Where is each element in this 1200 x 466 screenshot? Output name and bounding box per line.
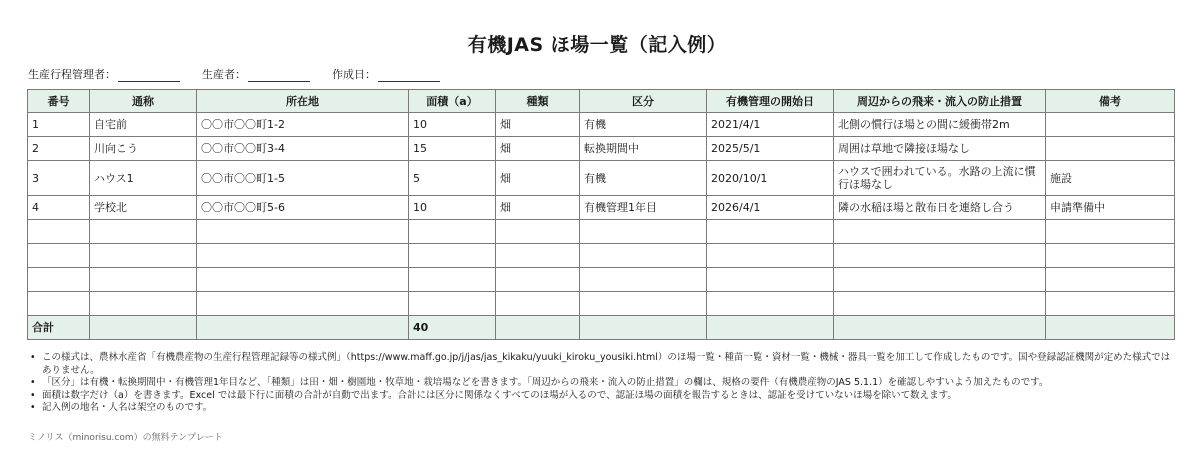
table-cell <box>707 316 834 340</box>
table-cell[interactable] <box>1046 268 1175 292</box>
table-cell[interactable]: ハウス1 <box>90 161 197 196</box>
table-cell[interactable]: 10 <box>409 196 496 220</box>
table-cell <box>496 316 580 340</box>
table-cell[interactable] <box>197 244 409 268</box>
table-cell[interactable]: 有機 <box>580 113 707 137</box>
table-row <box>28 137 1175 161</box>
table-cell[interactable] <box>580 268 707 292</box>
table-cell[interactable] <box>197 292 409 316</box>
table-cell[interactable]: 2021/4/1 <box>707 113 834 137</box>
field-producer-manager <box>28 66 180 82</box>
table-cell[interactable]: 申請準備中 <box>1046 196 1175 220</box>
header-cell-start-date: 有機管理の開始日 <box>707 90 834 113</box>
table-row-empty <box>28 244 1175 268</box>
header-cell-prevention: 周辺からの飛来・流入の防止措置 <box>834 90 1046 113</box>
header-fields <box>28 66 440 82</box>
table-cell[interactable] <box>28 268 90 292</box>
table-cell[interactable] <box>28 220 90 244</box>
table-cell[interactable] <box>580 220 707 244</box>
table-cell[interactable] <box>496 268 580 292</box>
field-blank[interactable] <box>378 69 440 82</box>
table-cell <box>197 316 409 340</box>
table-cell[interactable]: 転換期間中 <box>580 137 707 161</box>
table-cell[interactable]: 〇〇市〇〇町1-2 <box>197 113 409 137</box>
field-blank[interactable] <box>118 69 180 82</box>
table-row <box>28 161 1175 196</box>
table-cell[interactable] <box>707 220 834 244</box>
table-total-row <box>28 316 1175 340</box>
table-row-empty <box>28 268 1175 292</box>
table-cell[interactable]: 1 <box>28 113 90 137</box>
table-cell[interactable] <box>197 268 409 292</box>
table-cell[interactable]: 〇〇市〇〇町1-5 <box>197 161 409 196</box>
table-cell[interactable] <box>1046 292 1175 316</box>
table-cell[interactable]: 2 <box>28 137 90 161</box>
table-cell[interactable] <box>834 244 1046 268</box>
table-cell[interactable]: 10 <box>409 113 496 137</box>
table-cell[interactable]: 4 <box>28 196 90 220</box>
notes-list <box>28 352 1178 415</box>
table-cell[interactable]: 〇〇市〇〇町5-6 <box>197 196 409 220</box>
header-cell-category: 区分 <box>580 90 707 113</box>
table-cell[interactable] <box>707 292 834 316</box>
table-cell[interactable]: 川向こう <box>90 137 197 161</box>
table-header-row <box>28 90 1175 113</box>
table-cell[interactable]: 隣の水稲ほ場と散布日を連絡し合う <box>834 196 1046 220</box>
table-cell[interactable] <box>834 268 1046 292</box>
header-cell-location: 所在地 <box>197 90 409 113</box>
header-cell-type: 種類 <box>496 90 580 113</box>
table-cell[interactable]: ハウスで囲われている。水路の上流に慣行ほ場なし <box>834 161 1046 196</box>
table-cell[interactable] <box>90 220 197 244</box>
table-cell[interactable]: 北側の慣行ほ場との間に緩衝帯2m <box>834 113 1046 137</box>
table-cell[interactable] <box>707 268 834 292</box>
table-cell[interactable]: 5 <box>409 161 496 196</box>
table-cell <box>580 316 707 340</box>
header-cell-nickname: 通称 <box>90 90 197 113</box>
table-cell[interactable] <box>707 244 834 268</box>
table-cell[interactable]: 3 <box>28 161 90 196</box>
table-cell[interactable] <box>197 220 409 244</box>
header-cell-number: 番号 <box>28 90 90 113</box>
table-cell[interactable]: 畑 <box>496 196 580 220</box>
field-list-table <box>27 89 1175 340</box>
field-label: 生産行程管理者： <box>28 68 116 81</box>
table-cell[interactable] <box>90 292 197 316</box>
note-item: • 面積は数字だけ（a）を書きます。Excel では最下行に面積の合計が自動で出ます。合計には区分に関係なくすべてのほ場が入るので、認証ほ場の面積を報告するときは、認証を受けていないほ場を除いて数えます。 <box>28 390 1178 403</box>
table-cell[interactable]: 自宅前 <box>90 113 197 137</box>
table-cell[interactable] <box>496 244 580 268</box>
note-item: • 記入例の地名・人名は架空のものです。 <box>28 402 1178 415</box>
table-cell[interactable]: 有機管理1年目 <box>580 196 707 220</box>
note-item: • 「区分」は有機・転換期間中・有機管理1年目など、「種類」は田・畑・樹園地・牧草地・栽培場などを書きます。「周辺からの飛来・流入の防止措置」の欄は、規格の要件（有機農産物のJAS 5.1.1）を確認しやすいよう加えたものです。 <box>28 377 1178 390</box>
page-title: 有機JAS ほ場一覧（記入例） <box>467 34 727 56</box>
table-row <box>28 113 1175 137</box>
table-cell[interactable]: 2026/4/1 <box>707 196 834 220</box>
table-cell[interactable]: 15 <box>409 137 496 161</box>
total-label: 合計 <box>28 316 90 340</box>
table-row-empty <box>28 220 1175 244</box>
table-cell[interactable]: 畑 <box>496 137 580 161</box>
header-cell-area: 面積（a） <box>409 90 496 113</box>
table-cell[interactable]: 〇〇市〇〇町3-4 <box>197 137 409 161</box>
table-cell[interactable] <box>90 244 197 268</box>
table-cell[interactable]: 畑 <box>496 161 580 196</box>
field-producer <box>202 66 310 82</box>
table-cell[interactable] <box>28 292 90 316</box>
field-label: 作成日： <box>332 68 376 81</box>
table-cell[interactable] <box>1046 113 1175 137</box>
table-cell <box>90 316 197 340</box>
table-row-empty <box>28 292 1175 316</box>
field-label: 生産者： <box>202 68 246 81</box>
footer-credit: ミノリス（minorisu.com）の無料テンプレート <box>28 433 223 443</box>
table-cell[interactable]: 施設 <box>1046 161 1175 196</box>
table-cell[interactable] <box>409 220 496 244</box>
table-cell[interactable]: 有機 <box>580 161 707 196</box>
table-cell[interactable] <box>409 292 496 316</box>
table-cell[interactable] <box>1046 220 1175 244</box>
table-cell[interactable] <box>28 244 90 268</box>
field-blank[interactable] <box>248 69 310 82</box>
table-cell[interactable] <box>1046 137 1175 161</box>
table-cell[interactable] <box>580 292 707 316</box>
table-cell[interactable]: 周囲は草地で隣接ほ場なし <box>834 137 1046 161</box>
field-created-date <box>332 66 440 82</box>
table-cell[interactable] <box>834 220 1046 244</box>
table-cell[interactable] <box>496 220 580 244</box>
table-cell[interactable] <box>496 292 580 316</box>
table-cell <box>834 316 1046 340</box>
table-cell[interactable] <box>580 244 707 268</box>
table-cell[interactable] <box>1046 244 1175 268</box>
table-cell[interactable] <box>409 268 496 292</box>
table-cell <box>1046 316 1175 340</box>
table-cell[interactable] <box>834 292 1046 316</box>
table-cell[interactable]: 学校北 <box>90 196 197 220</box>
table-cell[interactable] <box>409 244 496 268</box>
table-cell[interactable]: 2020/10/1 <box>707 161 834 196</box>
table-cell[interactable]: 畑 <box>496 113 580 137</box>
total-area: 40 <box>409 316 496 340</box>
table-cell[interactable] <box>90 268 197 292</box>
header-cell-remarks: 備考 <box>1046 90 1175 113</box>
table-cell[interactable]: 2025/5/1 <box>707 137 834 161</box>
note-item: • この様式は、農林水産省「有機農産物の生産行程管理記録等の様式例」（https://www.maff.go.jp/j/jas/jas_kikaku/yuuki_kiroku_yousiki.html）のほ場一覧・種苗一覧・資材一覧・機械・器具一覧を加工して作成したものです。国や登録認証機関が定めた様式ではありません。 <box>28 352 1178 377</box>
table-row <box>28 196 1175 220</box>
